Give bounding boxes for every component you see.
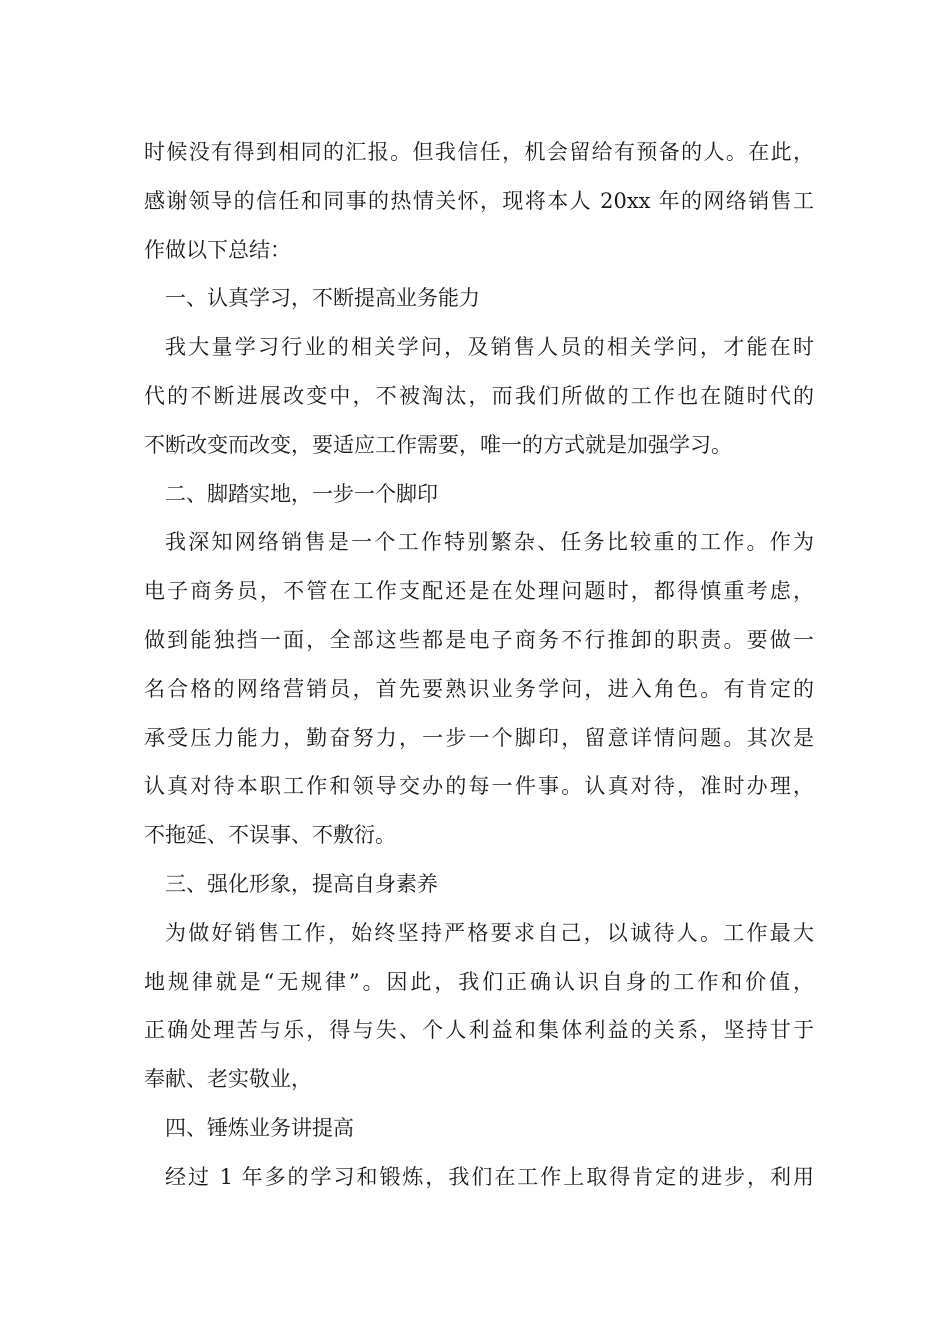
text-line: 为做好销售工作，始终坚持严格要求自己，以诚待人。工作最大 bbox=[165, 920, 814, 945]
text-line: 认真对待本职工作和领导交办的每一件事。认真对待，准时办理， bbox=[144, 774, 814, 799]
text-line: 电子商务员，不管在工作支配还是在处理问题时，都得慎重考虑， bbox=[144, 579, 814, 604]
text-line: 经过 1 年多的学习和锻炼，我们在工作上取得肯定的进步，利用 bbox=[165, 1164, 814, 1189]
text-line: 正确处理苦与乐，得与失、个人利益和集体利益的关系，坚持甘于 bbox=[144, 1018, 814, 1043]
text-line: 名合格的网络营销员，首先要熟识业务学问，进入角色。有肯定的 bbox=[144, 676, 814, 701]
text-line: 作做以下总结： bbox=[144, 237, 291, 262]
text-line: 不断改变而改变，要适应工作需要，唯一的方式就是加强学习。 bbox=[144, 432, 732, 457]
text-line: 四、锤炼业务讲提高 bbox=[165, 1115, 354, 1140]
text-line: 我深知网络销售是一个工作特别繁杂、任务比较重的工作。作为 bbox=[165, 530, 814, 555]
document-body bbox=[144, 128, 814, 1202]
text-line: 地规律就是“无规律”。因此，我们正确认识自身的工作和价值， bbox=[144, 969, 814, 994]
text-line: 我大量学习行业的相关学问，及销售人员的相关学问，才能在时 bbox=[165, 335, 814, 360]
text-line: 时候没有得到相同的汇报。但我信任，机会留给有预备的人。在此， bbox=[144, 140, 814, 164]
text-line: 不拖延、不误事、不敷衍。 bbox=[144, 823, 396, 848]
text-line: 三、强化形象，提高自身素养 bbox=[165, 871, 438, 896]
text-line: 一、认真学习，不断提高业务能力 bbox=[165, 286, 480, 311]
text-line: 感谢领导的信任和同事的热情关怀，现将本人 20xx 年的网络销售工 bbox=[144, 188, 814, 213]
text-line: 代的不断进展改变中，不被淘汰，而我们所做的工作也在随时代的 bbox=[144, 383, 814, 408]
text-line: 奉献、老实敬业， bbox=[144, 1067, 312, 1092]
text-line: 做到能独挡一面，全部这些都是电子商务不行推卸的职责。要做一 bbox=[144, 627, 814, 652]
text-line: 承受压力能力，勤奋努力，一步一个脚印，留意详情问题。其次是 bbox=[144, 725, 814, 750]
text-line: 二、脚踏实地，一步一个脚印 bbox=[165, 481, 438, 506]
